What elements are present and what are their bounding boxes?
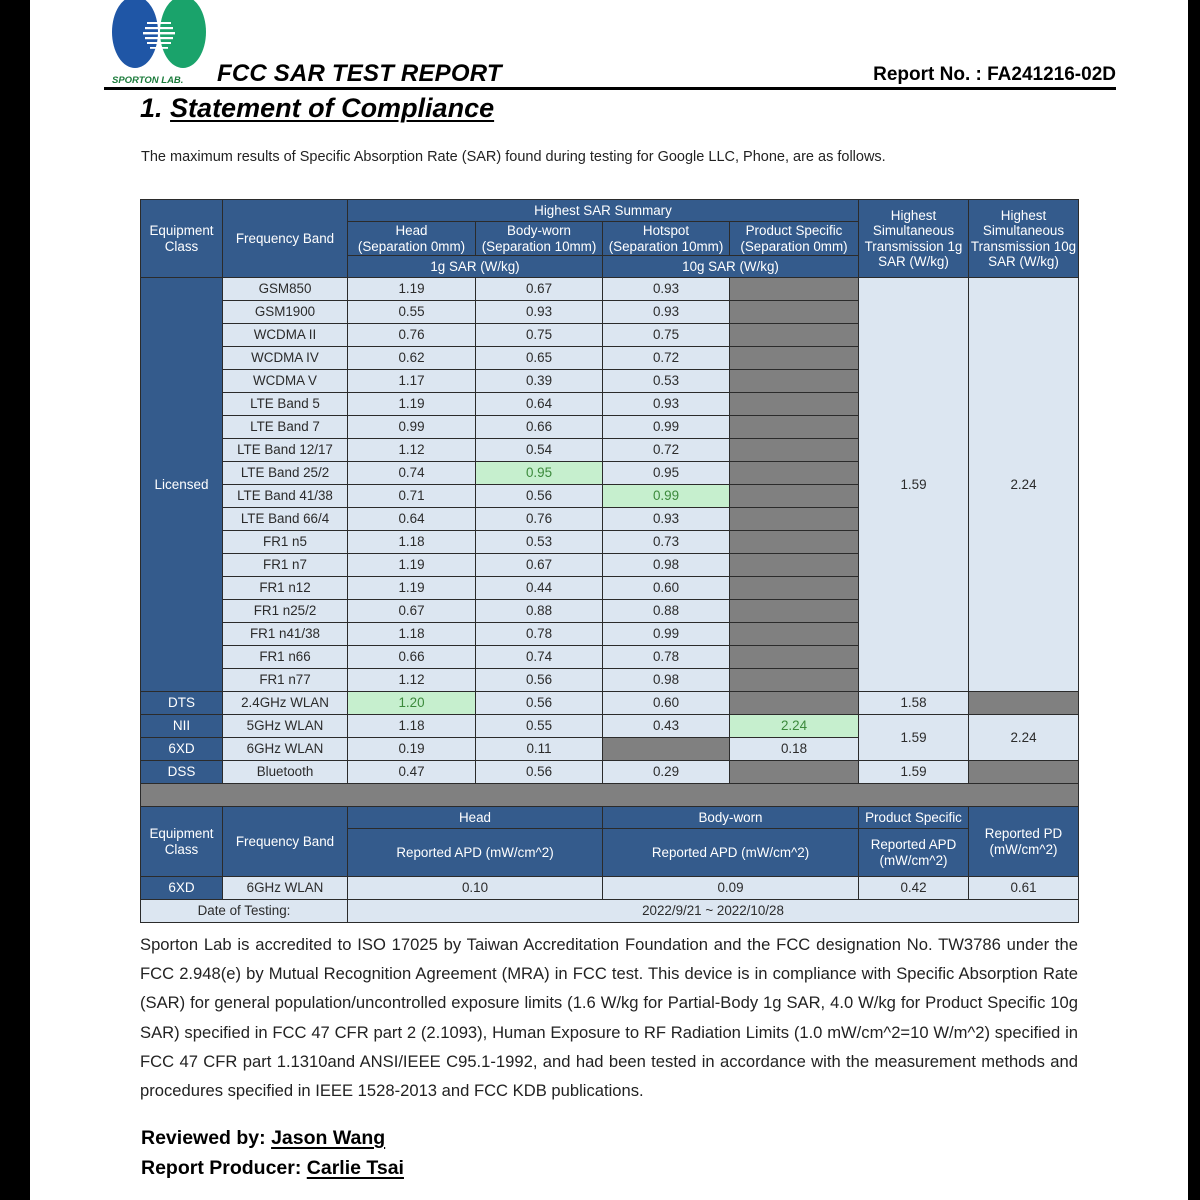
na-cell	[730, 485, 859, 508]
report-producer-label: Report Producer:	[141, 1157, 302, 1179]
hotspot-cell: 0.93	[603, 278, 730, 301]
head-cell: 1.19	[348, 278, 476, 301]
body-cell: 0.67	[476, 278, 603, 301]
band-cell: 6GHz WLAN	[223, 738, 348, 761]
hotspot-cell: 0.53	[603, 370, 730, 393]
sim-1g-cell: 1.59	[859, 761, 969, 784]
apd-table-row	[141, 877, 1079, 900]
head-cell: 0.64	[348, 508, 476, 531]
body-cell: 0.65	[476, 347, 603, 370]
band-cell: FR1 n7	[223, 554, 348, 577]
apd-col-header-head: Head	[348, 807, 603, 829]
apd-product-cell: 0.42	[859, 877, 969, 900]
na-cell	[730, 324, 859, 347]
licensed-sim-1g-cell: 1.59	[859, 278, 969, 692]
head-label: Head	[395, 223, 428, 238]
col-header-sim-1g: Highest Simultaneous Transmission 1g SAR (W/kg)	[859, 200, 969, 278]
section-number: 1.	[140, 93, 163, 123]
col-header-equipment-class: Equipment Class	[141, 200, 223, 278]
na-cell	[730, 439, 859, 462]
na-cell	[730, 623, 859, 646]
na-cell	[730, 761, 859, 784]
equipment-class-dts: DTS	[141, 692, 223, 715]
na-cell	[730, 301, 859, 324]
na-cell	[730, 393, 859, 416]
product-cell-highest: 2.24	[730, 715, 859, 738]
hotspot-cell: 0.60	[603, 692, 730, 715]
head-cell-highest: 1.20	[348, 692, 476, 715]
na-cell	[730, 646, 859, 669]
col-header-1g-unit: 1g SAR (W/kg)	[348, 256, 603, 278]
band-cell: LTE Band 66/4	[223, 508, 348, 531]
na-cell	[730, 508, 859, 531]
reviewed-by-label: Reviewed by:	[141, 1127, 266, 1149]
na-cell	[730, 531, 859, 554]
hotspot-cell: 0.43	[603, 715, 730, 738]
report-title: FCC SAR TEST REPORT	[217, 60, 502, 87]
body-cell: 0.39	[476, 370, 603, 393]
body-cell: 0.78	[476, 623, 603, 646]
band-cell: GSM850	[223, 278, 348, 301]
report-page	[30, 0, 1188, 1200]
na-cell	[603, 738, 730, 761]
col-header-frequency-band: Frequency Band	[223, 200, 348, 278]
band-cell: WCDMA V	[223, 370, 348, 393]
hotspot-cell: 0.99	[603, 623, 730, 646]
band-cell: Bluetooth	[223, 761, 348, 784]
producer-name: Carlie Tsai	[306, 1157, 404, 1179]
equipment-class-dss: DSS	[141, 761, 223, 784]
col-header-body-worn	[476, 222, 603, 256]
na-cell	[969, 761, 1079, 784]
head-cell: 0.99	[348, 416, 476, 439]
band-cell: LTE Band 7	[223, 416, 348, 439]
band-cell: FR1 n5	[223, 531, 348, 554]
head-cell: 0.76	[348, 324, 476, 347]
body-cell: 0.64	[476, 393, 603, 416]
na-cell	[730, 577, 859, 600]
hotspot-cell: 0.93	[603, 393, 730, 416]
head-cell: 1.18	[348, 531, 476, 554]
table-row-nii	[141, 715, 1079, 738]
pd-cell: 0.61	[969, 877, 1079, 900]
compliance-statement: Sporton Lab is accredited to ISO 17025 by Taiwan Accreditation Foundation and the FCC designation No. TW3786 under the FCC 2.948(e) by Mutual Recognition Agreement (MRA) in FCC test. This device is in compliance with Specific Absorption Rate (SAR) for general population/uncontrolled exposure limits (1.6 W/kg for Partial-Body 1g SAR, 4.0 W/kg for Product Specific 10g SAR) specified in FCC 47 CFR part 2 (2.1093), Human Exposure to RF Radiation Limits (1.0 mW/cm^2=10 W/m^2) specified in FCC 47 CFR part 1.1310and ANSI/IEEE C95.1-1992, and had been tested in accordance with the measurement methods and procedures specified in IEEE 1528-2013 and FCC KDB publications.	[140, 935, 1078, 1101]
band-cell: LTE Band 41/38	[223, 485, 348, 508]
body-cell: 0.56	[476, 692, 603, 715]
section-title	[140, 93, 494, 124]
head-cell: 0.66	[348, 646, 476, 669]
na-cell	[730, 554, 859, 577]
table-row-dss	[141, 761, 1079, 784]
intro-text: The maximum results of Specific Absorption Rate (SAR) found during testing for Google LLC, Phone, are as follows.	[141, 149, 886, 165]
body-cell: 0.44	[476, 577, 603, 600]
band-cell: WCDMA II	[223, 324, 348, 347]
band-cell: FR1 n41/38	[223, 623, 348, 646]
reviewed-by	[141, 1127, 385, 1150]
table-separator	[141, 784, 1079, 807]
col-header-10g-unit: 10g SAR (W/kg)	[603, 256, 859, 278]
hotspot-cell: 0.75	[603, 324, 730, 347]
body-cell: 0.76	[476, 508, 603, 531]
head-cell: 1.12	[348, 439, 476, 462]
apd-col-header-body-apd: Reported APD (mW/cm^2)	[603, 829, 859, 877]
body-cell: 0.93	[476, 301, 603, 324]
hotspot-cell: 0.78	[603, 646, 730, 669]
report-number-value: FA241216-02D	[987, 64, 1116, 85]
hotspot-label: Hotspot	[642, 223, 690, 238]
hotspot-cell: 0.72	[603, 439, 730, 462]
table-row	[141, 278, 1079, 301]
apd-body-cell: 0.09	[603, 877, 859, 900]
apd-col-header-reported-pd: Reported PD (mW/cm^2)	[969, 807, 1079, 877]
band-cell: FR1 n66	[223, 646, 348, 669]
band-cell: 5GHz WLAN	[223, 715, 348, 738]
reviewer-name: Jason Wang	[271, 1127, 386, 1149]
head-cell: 0.47	[348, 761, 476, 784]
apd-col-header-body-worn: Body-worn	[603, 807, 859, 829]
sim-1g-cell: 1.59	[859, 715, 969, 761]
body-cell: 0.56	[476, 485, 603, 508]
hotspot-cell: 0.99	[603, 416, 730, 439]
hotspot-cell: 0.29	[603, 761, 730, 784]
head-cell: 0.74	[348, 462, 476, 485]
sar-summary-table	[140, 199, 1079, 923]
body-cell: 0.88	[476, 600, 603, 623]
body-label: Body-worn	[506, 223, 571, 238]
hotspot-cell: 0.95	[603, 462, 730, 485]
band-cell: LTE Band 12/17	[223, 439, 348, 462]
head-cell: 1.19	[348, 393, 476, 416]
band-cell: 2.4GHz WLAN	[223, 692, 348, 715]
hotspot-cell: 0.72	[603, 347, 730, 370]
report-number	[873, 64, 1116, 86]
col-header-product-specific	[730, 222, 859, 256]
hotspot-cell: 0.73	[603, 531, 730, 554]
date-of-testing-label: Date of Testing:	[141, 900, 348, 923]
head-cell: 1.12	[348, 669, 476, 692]
body-cell: 0.54	[476, 439, 603, 462]
hotspot-cell: 0.88	[603, 600, 730, 623]
head-cell: 1.18	[348, 623, 476, 646]
product-label: Product Specific	[745, 223, 843, 238]
apd-col-header-head-apd: Reported APD (mW/cm^2)	[348, 829, 603, 877]
equipment-class-6xd: 6XD	[141, 738, 223, 761]
band-cell: LTE Band 5	[223, 393, 348, 416]
na-cell	[730, 278, 859, 301]
na-cell	[730, 669, 859, 692]
body-cell: 0.74	[476, 646, 603, 669]
head-cell: 0.62	[348, 347, 476, 370]
band-cell: FR1 n25/2	[223, 600, 348, 623]
body-cell: 0.53	[476, 531, 603, 554]
hotspot-cell: 0.98	[603, 554, 730, 577]
head-cell: 0.71	[348, 485, 476, 508]
apd-head-cell: 0.10	[348, 877, 603, 900]
band-cell: WCDMA IV	[223, 347, 348, 370]
date-of-testing-value: 2022/9/21 ~ 2022/10/28	[348, 900, 1079, 923]
na-cell	[730, 347, 859, 370]
table-row-dts	[141, 692, 1079, 715]
col-header-hotspot	[603, 222, 730, 256]
licensed-sim-10g-cell: 2.24	[969, 278, 1079, 692]
apd-col-header-product-specific: Product Specific	[859, 807, 969, 829]
na-cell	[730, 416, 859, 439]
body-cell-highest: 0.95	[476, 462, 603, 485]
hotspot-cell: 0.93	[603, 301, 730, 324]
col-header-highest-sar-summary: Highest SAR Summary	[348, 200, 859, 222]
hotspot-cell: 0.93	[603, 508, 730, 531]
col-header-sim-10g: Highest Simultaneous Transmission 10g SAR (W/kg)	[969, 200, 1079, 278]
apd-col-header-product-apd: Reported APD (mW/cm^2)	[859, 829, 969, 877]
svg-text:SPORTON LAB.: SPORTON LAB.	[112, 75, 184, 86]
head-cell: 0.55	[348, 301, 476, 324]
body-cell: 0.56	[476, 761, 603, 784]
date-row	[141, 900, 1079, 923]
report-number-label: Report No. :	[873, 64, 982, 85]
header-divider	[104, 87, 1116, 90]
na-cell	[730, 600, 859, 623]
na-cell	[730, 462, 859, 485]
body-cell: 0.66	[476, 416, 603, 439]
equipment-class-licensed: Licensed	[141, 278, 223, 692]
sim-10g-cell: 2.24	[969, 715, 1079, 761]
na-cell	[730, 692, 859, 715]
body-cell: 0.75	[476, 324, 603, 347]
body-cell: 0.67	[476, 554, 603, 577]
hotspot-cell: 0.98	[603, 669, 730, 692]
hotspot-separation: (Separation 10mm)	[608, 238, 724, 254]
apd-equipment-class: 6XD	[141, 877, 223, 900]
equipment-class-nii: NII	[141, 715, 223, 738]
band-cell: LTE Band 25/2	[223, 462, 348, 485]
apd-band-cell: 6GHz WLAN	[223, 877, 348, 900]
head-cell: 1.19	[348, 554, 476, 577]
sporton-lab-logo	[109, 0, 209, 86]
sim-1g-cell: 1.58	[859, 692, 969, 715]
product-cell: 0.18	[730, 738, 859, 761]
head-cell: 1.17	[348, 370, 476, 393]
body-cell: 0.11	[476, 738, 603, 761]
body-cell: 0.56	[476, 669, 603, 692]
apd-col-header-equipment-class: Equipment Class	[141, 807, 223, 877]
col-header-head	[348, 222, 476, 256]
report-producer	[141, 1157, 404, 1180]
na-cell	[730, 370, 859, 393]
body-cell: 0.55	[476, 715, 603, 738]
section-title-text: Statement of Compliance	[170, 93, 495, 123]
body-separation: (Separation 10mm)	[481, 238, 597, 254]
apd-col-header-frequency-band: Frequency Band	[223, 807, 348, 877]
product-separation: (Separation 0mm)	[740, 238, 848, 254]
band-cell: FR1 n12	[223, 577, 348, 600]
head-cell: 0.19	[348, 738, 476, 761]
na-cell	[969, 692, 1079, 715]
band-cell: GSM1900	[223, 301, 348, 324]
head-separation: (Separation 0mm)	[357, 238, 466, 254]
head-cell: 1.19	[348, 577, 476, 600]
band-cell: FR1 n77	[223, 669, 348, 692]
hotspot-cell-highest: 0.99	[603, 485, 730, 508]
hotspot-cell: 0.60	[603, 577, 730, 600]
head-cell: 0.67	[348, 600, 476, 623]
head-cell: 1.18	[348, 715, 476, 738]
